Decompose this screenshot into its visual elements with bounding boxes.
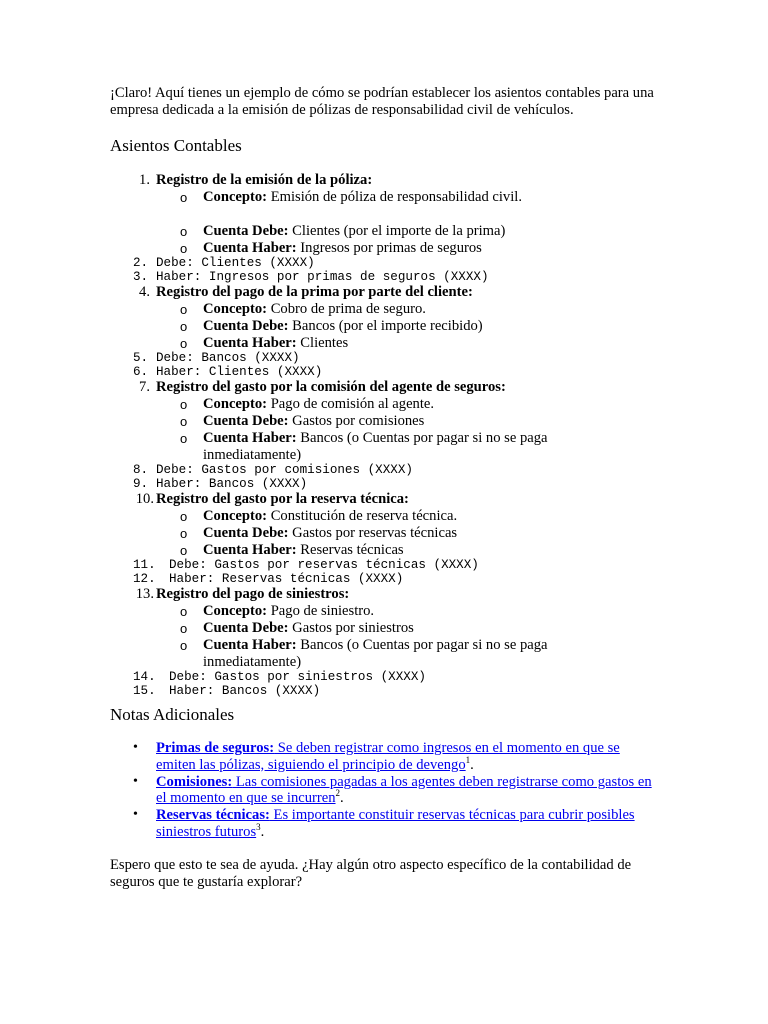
journal-line-number: 14. [133, 670, 156, 684]
note-link[interactable]: Primas de seguros: Se deben registrar como ingresos en el momento en que se emiten las pólizas, siguiendo el principio de devengo [156, 740, 620, 773]
entry-heading-row [0, 172, 768, 189]
sub-item-label: Concepto: [203, 189, 268, 205]
entry-number: 1. [139, 172, 150, 188]
entry-heading-row [0, 586, 768, 603]
journal-line [0, 559, 768, 573]
entry-heading-row [0, 284, 768, 301]
sub-item-text: Cuenta Haber: Ingresos por primas de seguros [203, 240, 482, 256]
note-text: Primas de seguros: Se deben registrar como ingresos en el momento en que se emiten las pólizas, siguiendo el principio de devengo$^1$. [156, 740, 620, 773]
entry-sub-item [0, 413, 768, 430]
sub-item-label: Concepto: [203, 508, 268, 524]
entry-number: 7. [139, 379, 150, 395]
journal-line [0, 257, 768, 271]
sub-item-label: Cuenta Debe: [203, 318, 289, 334]
sub-bullet-icon: o [180, 190, 188, 205]
journal-line-number: 3. [133, 269, 149, 284]
journal-line-number: 2. [133, 256, 149, 270]
sub-bullet-icon: o [180, 509, 188, 524]
heading-asientos-contables: Asientos Contables [110, 136, 242, 155]
sub-bullet-icon: o [180, 526, 188, 541]
sub-item-text: Cuenta Debe: Clientes (por el importe de la prima) [203, 223, 506, 239]
sub-item-text: Concepto: Constitución de reserva técnica. [203, 508, 458, 524]
journal-line [0, 271, 768, 285]
entry-sub-item [0, 637, 768, 671]
entry-title: Registro del gasto por la comisión del agente de seguros: [156, 379, 506, 395]
note-link[interactable]: Reservas técnicas: Es importante constituir reservas técnicas para cubrir posibles siniestros futuros [156, 807, 635, 840]
journal-line [0, 478, 768, 492]
journal-line [0, 366, 768, 380]
journal-line-text: Debe: Gastos por reservas técnicas (XXXX) [169, 558, 479, 572]
entry-title: Registro de la emisión de la póliza: [156, 172, 373, 188]
journal-line-text: Haber: Reservas técnicas (XXXX) [169, 571, 404, 586]
sub-bullet-icon: o [180, 319, 188, 334]
journal-line-text: Debe: Clientes (XXXX) [156, 256, 315, 270]
sub-item-text: Cuenta Haber: Bancos (o Cuentas por pagar si no se paga inmediatamente) [203, 637, 548, 670]
sub-bullet-icon: o [180, 397, 188, 412]
journal-line-text: Haber: Ingresos por primas de seguros (XXXX) [156, 269, 489, 284]
sub-item-label: Cuenta Haber: [203, 240, 297, 256]
sub-item-text: Cuenta Haber: Bancos (o Cuentas por pagar si no se paga inmediatamente) [203, 430, 548, 463]
sub-bullet-icon: o [180, 302, 188, 317]
sub-item-label: Cuenta Haber: [203, 637, 297, 653]
note-link[interactable]: Comisiones: Las comisiones pagadas a los agentes deben registrarse como gastos en el momento en que se incurren [156, 773, 652, 806]
sub-item-text: Cuenta Haber: Clientes [203, 335, 349, 351]
footnote-ref[interactable]: 2 [335, 788, 341, 799]
entry-sub-item [0, 318, 768, 335]
heading-notas-adicionales: Notas Adicionales [110, 705, 235, 724]
sub-item-text: Cuenta Haber: Reservas técnicas [203, 542, 404, 558]
journal-line-text: Haber: Clientes (XXXX) [156, 364, 323, 379]
sub-bullet-icon: o [180, 224, 188, 239]
sub-item-text: Cuenta Debe: Gastos por comisiones [203, 413, 425, 429]
entry-title: Registro del gasto por la reserva técnica: [156, 491, 409, 507]
sub-item-label: Cuenta Haber: [203, 542, 297, 558]
sub-item-text: Concepto: Emisión de póliza de responsabilidad civil. [203, 189, 522, 205]
sub-item-text: Concepto: Pago de siniestro. [203, 603, 375, 619]
note-text: Reservas técnicas: Es importante constituir reservas técnicas para cubrir posibles siniestros futuros$^3$. [156, 807, 635, 840]
note-label: Comisiones: [156, 773, 233, 790]
entry-heading-row [0, 491, 768, 508]
journal-line-text: Haber: Bancos (XXXX) [156, 476, 308, 491]
sub-item-label: Concepto: [203, 603, 268, 619]
entry-sub-item [0, 396, 768, 413]
entry-title: Registro del pago de siniestros: [156, 586, 350, 602]
sub-item-label: Cuenta Haber: [203, 430, 297, 446]
sub-item-text: Cuenta Debe: Gastos por siniestros [203, 620, 414, 636]
entry-sub-item [0, 189, 768, 223]
entry-sub-item [0, 240, 768, 257]
journal-line-text: Debe: Gastos por comisiones (XXXX) [156, 463, 413, 477]
notes-list [0, 740, 768, 841]
sub-item-text: Concepto: Pago de comisión al agente. [203, 396, 435, 412]
sub-bullet-icon: o [180, 621, 188, 636]
entry-sub-item [0, 223, 768, 240]
bullet-icon: • [133, 773, 138, 789]
journal-line-number: 15. [133, 683, 156, 698]
entry-sub-item [0, 542, 768, 559]
note-item [0, 774, 768, 808]
journal-line-number: 11. [133, 558, 156, 572]
sub-item-label: Cuenta Debe: [203, 525, 289, 541]
note-text: Comisiones: Las comisiones pagadas a los agentes deben registrarse como gastos en el momento en que se incurren$^2$. [156, 773, 652, 806]
entry-number: 10. [135, 491, 154, 507]
intro-paragraph: ¡Claro! Aquí tienes un ejemplo de cómo se podrían establecer los asientos contables para una empresa dedicada a la emisión de pólizas de responsabilidad civil de vehículos. [110, 85, 654, 118]
sub-bullet-icon: o [180, 431, 188, 446]
sub-bullet-icon: o [180, 543, 188, 558]
footnote-ref[interactable]: 3 [256, 821, 261, 832]
sub-item-label: Cuenta Debe: [203, 223, 289, 239]
entry-sub-item [0, 508, 768, 525]
note-item [0, 807, 768, 841]
entry-sub-item [0, 301, 768, 318]
journal-line [0, 671, 768, 685]
sub-item-label: Concepto: [203, 396, 268, 412]
sub-bullet-icon: o [180, 638, 188, 653]
entry-title: Registro del pago de la prima por parte del cliente: [156, 284, 473, 300]
entry-sub-item [0, 620, 768, 637]
entry-number: 4. [139, 284, 150, 300]
journal-line-text: Haber: Bancos (XXXX) [169, 683, 321, 698]
journal-line [0, 685, 768, 699]
entry-sub-item [0, 335, 768, 352]
note-label: Reservas técnicas: [156, 807, 270, 823]
sub-item-label: Cuenta Debe: [203, 620, 289, 636]
journal-line [0, 352, 768, 366]
sub-item-text: Cuenta Debe: Gastos por reservas técnicas [203, 525, 458, 541]
journal-line-text: Debe: Bancos (XXXX) [156, 351, 300, 365]
journal-line [0, 573, 768, 587]
journal-line-number: 9. [133, 476, 149, 491]
sub-item-label: Concepto: [203, 301, 268, 317]
entry-sub-item [0, 525, 768, 542]
sub-item-text: Cuenta Debe: Bancos (por el importe recibido) [203, 318, 483, 334]
sub-bullet-icon: o [180, 336, 188, 351]
journal-line-number: 12. [133, 571, 156, 586]
journal-line-text: Debe: Gastos por siniestros (XXXX) [169, 670, 426, 684]
entries-list [0, 172, 768, 698]
sub-bullet-icon: o [180, 604, 188, 619]
bullet-icon: • [133, 740, 138, 755]
entry-number: 13. [135, 586, 154, 602]
footnote-ref[interactable]: 1 [465, 754, 471, 765]
journal-line-number: 8. [133, 463, 149, 477]
sub-bullet-icon: o [180, 414, 188, 429]
bullet-icon: • [133, 807, 138, 822]
entry-sub-item [0, 603, 768, 620]
entry-heading-row [0, 379, 768, 396]
sub-item-label: Cuenta Debe: [203, 413, 289, 429]
note-label: Primas de seguros: [156, 740, 275, 756]
note-item [0, 740, 768, 774]
sub-item-text: Concepto: Cobro de prima de seguro. [203, 301, 426, 317]
journal-line [0, 464, 768, 478]
journal-line-number: 6. [133, 364, 149, 379]
sub-bullet-icon: o [180, 241, 188, 256]
sub-item-label: Cuenta Haber: [203, 335, 297, 351]
entry-sub-item [0, 430, 768, 464]
closing-paragraph: Espero que esto te sea de ayuda. ¿Hay algún otro aspecto específico de la contabilidad de seguros que te gustaría explorar? [110, 857, 632, 890]
journal-line-number: 5. [133, 351, 149, 365]
